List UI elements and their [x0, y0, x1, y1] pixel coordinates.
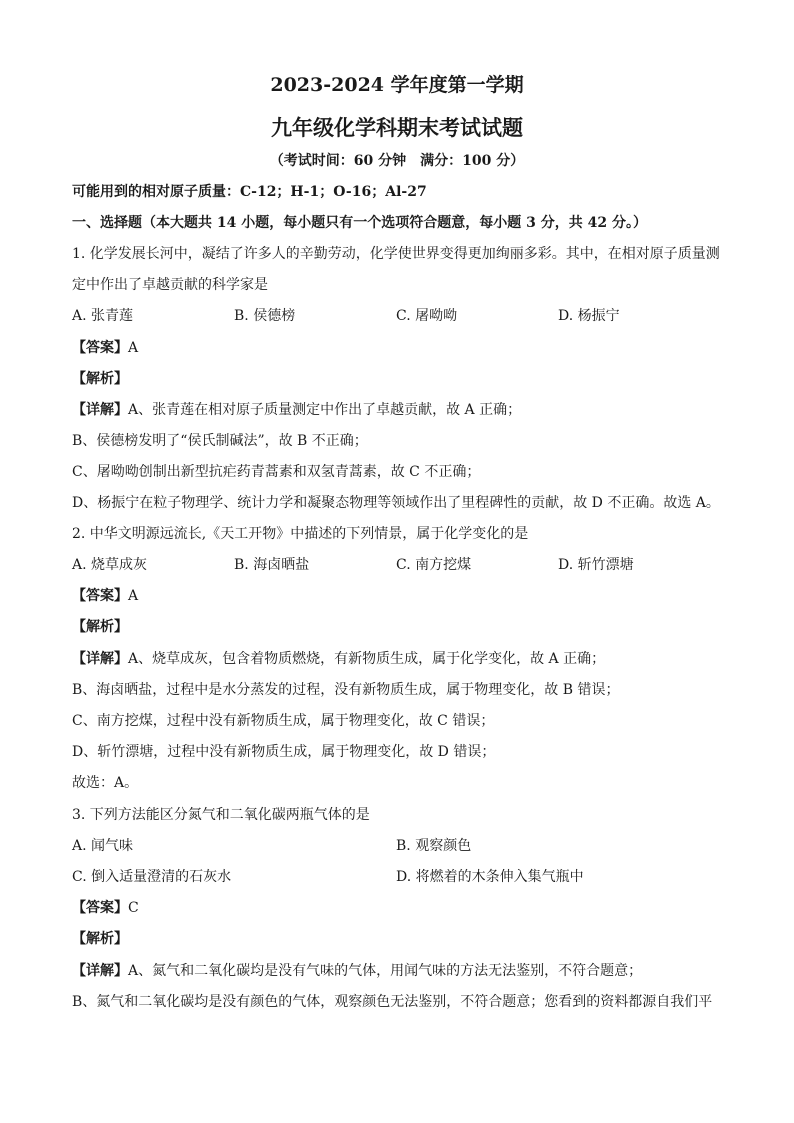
q1-detail-line2: B、侯德榜发明了“侯氏制碱法”，故 B 不正确；	[72, 433, 368, 449]
q3-stem: 3. 下列方法能区分氮气和二氧化碳两瓶气体的是	[72, 807, 370, 823]
q1-stem-line2: 定中作出了卓越贡献的科学家是	[72, 277, 268, 293]
q2-detail-line5: 故选：A。	[72, 775, 139, 791]
exam-subject-title: 九年级化学科期末考试试题	[271, 115, 523, 140]
q2-detail-line3: C、南方挖煤，过程中没有新物质生成，属于物理变化，故 C 错误；	[72, 713, 495, 729]
q3-option-c: C. 倒入适量澄清的石灰水	[72, 869, 232, 885]
atomic-mass-note: 可能用到的相对原子质量：C-12；H-1；O-16；Al-27	[72, 184, 427, 200]
q3-answer	[72, 898, 732, 918]
detail-tag: 【详解】	[72, 402, 128, 418]
answer-value: A	[128, 340, 139, 356]
answer-value: C	[128, 900, 139, 916]
q3-option-b: B. 观察颜色	[396, 838, 472, 854]
section-title: 一、选择题（本大题共 14 小题，每小题只有一个选项符合题意，每小题 3 分，共 42 分。）	[72, 215, 647, 231]
q2-option-d: D. 斩竹漂塘	[558, 557, 634, 573]
q3-option-a: A. 闻气味	[72, 838, 134, 854]
answer-tag: 【答案】	[72, 588, 128, 604]
q2-stem: 2. 中华文明源远流长,《天工开物》中描述的下列情景，属于化学变化的是	[72, 526, 529, 542]
answer-value: A	[128, 588, 139, 604]
q1-detail-line3: C、屠呦呦创制出新型抗疟药青蒿素和双氢青蒿素，故 C 不正确；	[72, 464, 481, 480]
q1-answer	[72, 338, 732, 358]
q1-detail-line4: D、杨振宁在粒子物理学、统计力学和凝聚态物理等领域作出了里程碑性的贡献，故 D 不正确。故选 A。	[72, 495, 720, 511]
answer-tag: 【答案】	[72, 900, 128, 916]
q2-option-c: C. 南方挖煤	[396, 557, 472, 573]
q2-option-a: A. 烧草成灰	[72, 557, 148, 573]
q1-option-d: D. 杨振宁	[558, 308, 620, 324]
detail-text: A、张青莲在相对原子质量测定中作出了卓越贡献，故 A 正确；	[128, 402, 522, 418]
q3-analysis-tag: 【解析】	[72, 931, 128, 947]
detail-tag: 【详解】	[72, 963, 128, 979]
exam-info: （考试时间：60 分钟 满分：100 分）	[269, 153, 525, 169]
q1-option-b: B. 侯德榜	[234, 308, 296, 324]
q3-detail-line1	[72, 961, 732, 981]
q1-stem-line1: 1. 化学发展长河中，凝结了许多人的辛勤劳动，化学使世界变得更加绚丽多彩。其中，在相对原子质量测	[72, 246, 720, 262]
q1-analysis-tag: 【解析】	[72, 371, 128, 387]
q1-option-a: A. 张青莲	[72, 308, 134, 324]
detail-text: A、烧草成灰，包含着物质燃烧，有新物质生成，属于化学变化，故 A 正确；	[128, 651, 606, 667]
q2-analysis-tag: 【解析】	[72, 619, 128, 635]
detail-text: A、氮气和二氧化碳均是没有气味的气体，用闻气味的方法无法鉴别，不符合题意；	[128, 963, 643, 979]
q2-detail-line2: B、海卤晒盐，过程中是水分蒸发的过程，没有新物质生成，属于物理变化，故 B 错误；	[72, 682, 620, 698]
q3-option-d: D. 将燃着的木条伸入集气瓶中	[396, 869, 584, 885]
q1-detail-line1	[72, 400, 732, 420]
q3-detail-line2: B、氮气和二氧化碳均是没有颜色的气体，观察颜色无法鉴别，不符合题意；您看到的资料都源自我们平	[72, 994, 713, 1010]
q2-detail-line1	[72, 649, 732, 669]
q1-option-c: C. 屠呦呦	[396, 308, 458, 324]
exam-year-title: 2023-2024 学年度第一学期	[270, 74, 524, 96]
detail-tag: 【详解】	[72, 651, 128, 667]
q2-detail-line4: D、斩竹漂塘，过程中没有新物质生成，属于物理变化，故 D 错误；	[72, 744, 496, 760]
q2-option-b: B. 海卤晒盐	[234, 557, 310, 573]
q2-answer	[72, 586, 732, 606]
answer-tag: 【答案】	[72, 340, 128, 356]
